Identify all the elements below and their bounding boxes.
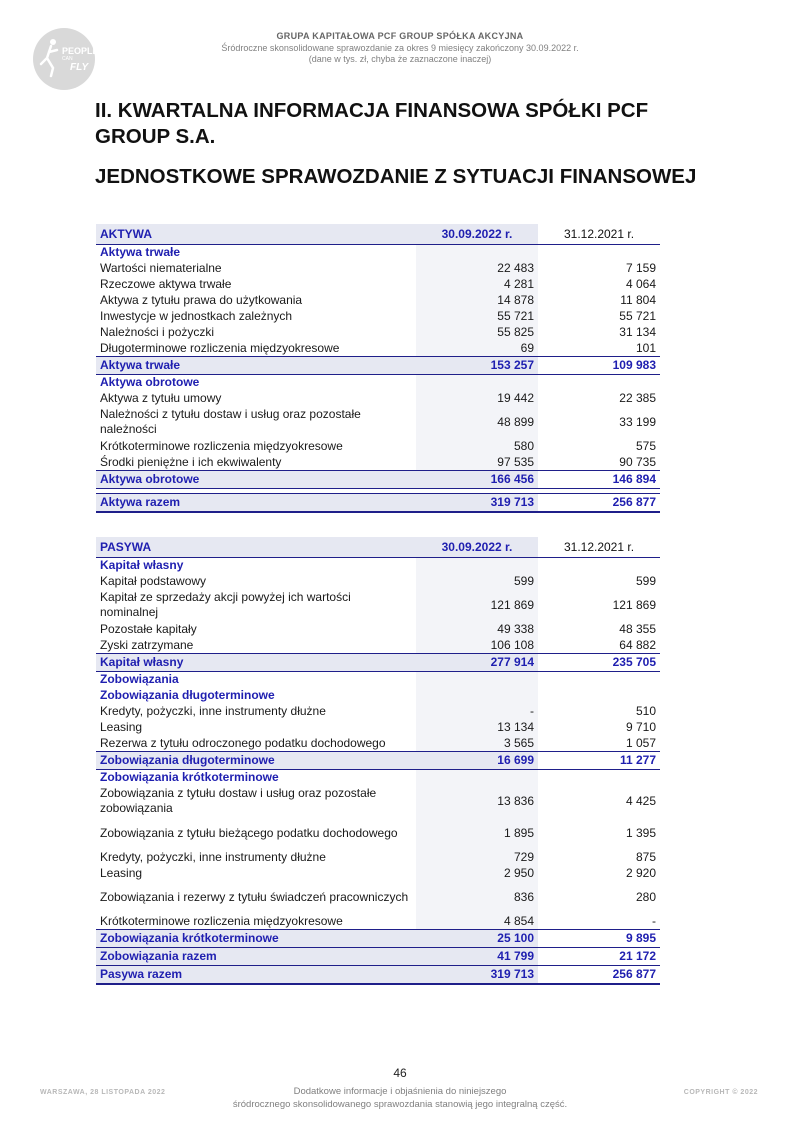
logo-text-can: CAN <box>62 56 73 62</box>
table-row: Zobowiązania i rezerwy z tytułu świadczeń pracowniczych 836 280 <box>96 881 660 913</box>
grand-total-row: Aktywa razem 319 713 256 877 <box>96 493 660 512</box>
logo-text-people: PEOPLE <box>62 46 99 56</box>
table-row: Rzeczowe aktywa trwałe 4 281 4 064 <box>100 277 656 291</box>
footer-note <box>0 1085 800 1111</box>
table-row: Zobowiązania z tytułu bieżącego podatku dochodowego 1 895 1 395 <box>96 817 660 849</box>
section-heading: Zobowiązania długoterminowe <box>96 687 660 703</box>
section-heading: Aktywa obrotowe <box>96 374 660 390</box>
document-header <box>0 31 800 64</box>
table-row: Rezerwa z tytułu odroczonego podatku dochodowego 3 565 1 057 <box>100 735 656 750</box>
grand-total-row: Pasywa razem 319 713 256 877 <box>96 965 660 984</box>
table-row: Środki pieniężne i ich ekwiwalenty 97 535 90 735 <box>100 454 656 469</box>
logo-text-fly: FLY <box>70 62 89 73</box>
table-row: Aktywa z tytułu prawa do użytkowania 14 878 11 804 <box>100 293 656 307</box>
col-current-date: 30.09.2022 r. <box>416 537 538 557</box>
table-row: Należności z tytułu dostaw i usług oraz pozostałe należności 48 899 33 199 <box>100 407 656 436</box>
statement-title: JEDNOSTKOWE SPRAWOZDANIE Z SYTUACJI FINANSOWEJ <box>95 165 697 188</box>
table-row: Należności i pożyczki 55 825 31 134 <box>100 325 656 339</box>
section-title-line2: GROUP S.A. <box>95 125 216 148</box>
table-row: Krótkoterminowe rozliczenia międzyokresowe 4 854 - <box>100 913 656 928</box>
table-row: Leasing 2 950 2 920 <box>100 866 656 880</box>
table-row: Krótkoterminowe rozliczenia międzyokresowe 580 575 <box>100 439 656 453</box>
footer-copyright: COPYRIGHT © 2022 <box>683 1089 758 1096</box>
assets-table <box>96 224 660 513</box>
footer-place-date: WARSZAWA, 28 LISTOPADA 2022 <box>40 1089 166 1096</box>
table-row: Zobowiązania z tytułu dostaw i usług oraz pozostałe zobowiązania 13 836 4 425 <box>100 786 656 815</box>
assets-header-label: AKTYWA <box>96 224 416 244</box>
table-row: Leasing 13 134 9 710 <box>100 720 656 734</box>
table-row: Kapitał podstawowy 599 599 <box>100 574 656 588</box>
col-current-date: 30.09.2022 r. <box>416 224 538 244</box>
col-prior-date: 31.12.2021 r. <box>538 537 660 557</box>
col-prior-date: 31.12.2021 r. <box>538 224 660 244</box>
liabilities-table <box>96 537 660 985</box>
subtotal-row: Zobowiązania razem 41 799 21 172 <box>96 947 660 965</box>
table-row: Pozostałe kapitały 49 338 48 355 <box>100 622 656 636</box>
subtotal-row: Kapitał własny 277 914 235 705 <box>96 653 660 671</box>
footer-note-line2: śródrocznego skonsolidowanego sprawozdania stanowią jego integralną część. <box>232 1099 568 1110</box>
table-row: Aktywa z tytułu umowy 19 442 22 385 <box>100 391 656 405</box>
section-heading: Aktywa trwałe <box>96 244 660 260</box>
units-note: (dane w tys. zł, chyba że zaznaczone inaczej) <box>308 54 492 64</box>
subtotal-row: Zobowiązania długoterminowe 16 699 11 277 <box>96 751 660 769</box>
table-row: Kredyty, pożyczki, inne instrumenty dłużne - 510 <box>100 704 656 718</box>
page-number: 46 <box>393 1066 407 1080</box>
subtotal-row: Zobowiązania krótkoterminowe 25 100 9 895 <box>96 929 660 947</box>
section-heading: Zobowiązania <box>96 671 660 687</box>
section-heading: Kapitał własny <box>96 557 660 573</box>
table-row: Inwestycje w jednostkach zależnych 55 721 55 721 <box>100 309 656 323</box>
table-row: Kredyty, pożyczki, inne instrumenty dłużne 729 875 <box>100 850 656 864</box>
table-header <box>96 224 660 244</box>
table-row: Wartości niematerialne 22 483 7 159 <box>100 261 656 275</box>
report-period: Śródroczne skonsolidowane sprawozdanie za okres 9 miesięcy zakończony 30.09.2022 r. <box>221 43 579 53</box>
subtotal-row: Aktywa trwałe 153 257 109 983 <box>96 356 660 374</box>
table-row: Długoterminowe rozliczenia międzyokresowe 69 101 <box>100 340 656 355</box>
section-heading: Zobowiązania krótkoterminowe <box>96 769 660 785</box>
footer-note-line1: Dodatkowe informacje i objaśnienia do niniejszego <box>293 1086 507 1097</box>
table-header <box>96 537 660 557</box>
company-name: GRUPA KAPITAŁOWA PCF GROUP SPÓŁKA AKCYJNA <box>276 31 524 41</box>
table-row: Zyski zatrzymane 106 108 64 882 <box>100 637 656 652</box>
section-title-line1: II. KWARTALNA INFORMACJA FINANSOWA SPÓŁKI PCF <box>95 99 649 122</box>
table-row: Kapitał ze sprzedaży akcji powyżej ich wartości nominalnej 121 869 121 869 <box>100 590 656 619</box>
liabilities-header-label: PASYWA <box>96 537 416 557</box>
subtotal-row: Aktywa obrotowe 166 456 146 894 <box>96 470 660 488</box>
